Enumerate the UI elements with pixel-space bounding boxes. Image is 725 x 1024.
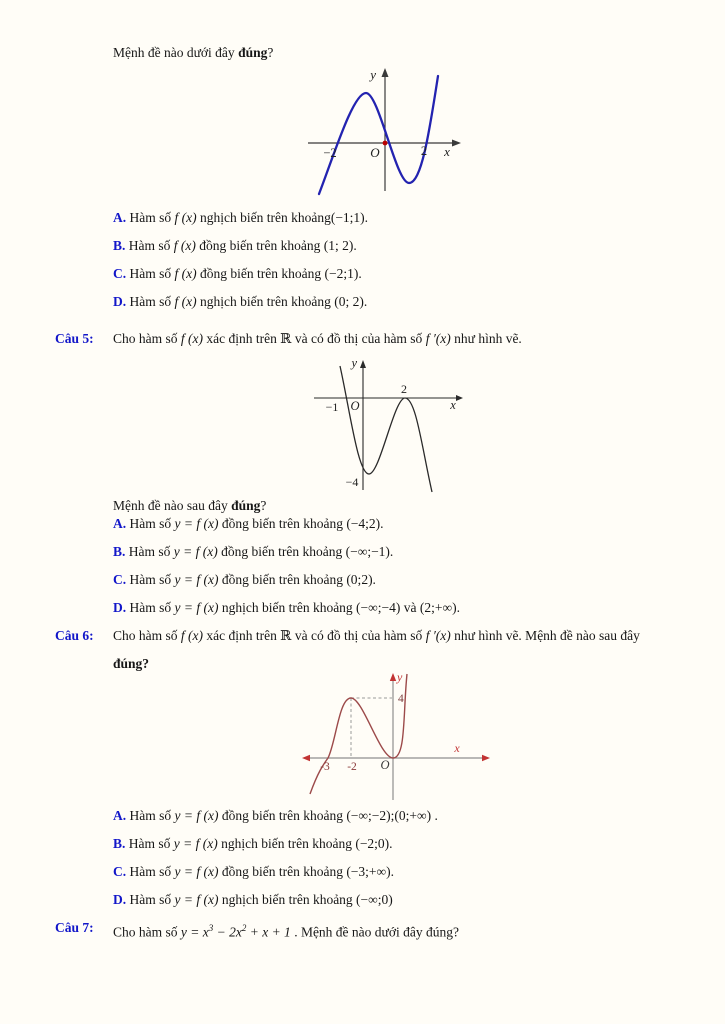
- cau6-option-a: [113, 807, 438, 825]
- tick-neg3: -3: [320, 761, 330, 773]
- q4-prompt-qmark: ?: [267, 45, 274, 60]
- intro-text: và có đồ thị của hàm số: [291, 331, 426, 346]
- cau6-intro-line2: đúng?: [113, 656, 150, 671]
- cau5-label: Câu 5:: [55, 331, 94, 346]
- option-text: Hàm số: [126, 600, 175, 615]
- option-text: đồng biến trên khoảng (1; 2).: [195, 238, 357, 253]
- option-letter: D.: [113, 294, 127, 309]
- option-letter: C.: [113, 864, 127, 879]
- option-letter: A.: [113, 210, 127, 225]
- formula-exponent: 3: [208, 923, 214, 933]
- intro-text: và có đồ thị của hàm số: [291, 628, 426, 643]
- option-text: nghịch biến trên khoảng (−∞;−4) và (2;+∞).: [218, 600, 460, 615]
- cau6-option-d: [113, 891, 393, 909]
- tick-neg2: −2: [323, 146, 337, 160]
- real-set-symbol: ℝ: [280, 331, 292, 346]
- intro-math: f (x): [180, 331, 203, 346]
- q4-function-graph: [296, 63, 476, 197]
- origin-label: O: [380, 758, 390, 772]
- intro-text: Cho hàm số: [113, 924, 181, 940]
- cau5-option-d: [113, 599, 460, 617]
- cau5-option-c: [113, 571, 376, 589]
- q4-prompt-bold: đúng: [238, 45, 268, 60]
- option-letter: A.: [113, 516, 127, 531]
- cau5-prompt: [113, 497, 266, 515]
- prompt-bold: đúng: [231, 498, 261, 513]
- q4-prompt: [113, 44, 273, 62]
- option-text: Hàm số: [125, 836, 174, 851]
- option-math: y = f (x): [174, 572, 219, 587]
- option-math: y = f (x): [173, 544, 218, 559]
- option-math: f (x): [174, 210, 197, 225]
- option-letter: C.: [113, 266, 127, 281]
- y-axis-label: y: [397, 670, 403, 684]
- option-text: Hàm số: [126, 210, 175, 225]
- origin-dot: [383, 141, 388, 146]
- option-text: đồng biến trên khoảng (−4;2).: [218, 516, 384, 531]
- intro-text: xác định trên: [203, 628, 281, 643]
- option-text: Hàm số: [126, 294, 175, 309]
- intro-math: f (x): [180, 628, 203, 643]
- intro-math: f ′(x): [425, 331, 451, 346]
- cau5-option-b: [113, 543, 393, 561]
- tick-2: 2: [420, 144, 428, 158]
- option-letter: D.: [113, 892, 127, 907]
- y-axis-arrow-icon: [382, 68, 389, 77]
- option-text: Hàm số: [125, 544, 174, 559]
- option-letter: B.: [113, 836, 126, 851]
- option-letter: D.: [113, 600, 127, 615]
- option-text: nghịch biến trên khoảng (−∞;0): [218, 892, 393, 907]
- q4-option-b: [113, 237, 357, 255]
- option-math: f (x): [173, 238, 196, 253]
- intro-math: f ′(x): [425, 628, 451, 643]
- option-text: Hàm số: [126, 892, 175, 907]
- q4-option-c: [113, 265, 362, 283]
- cau6-option-c: [113, 863, 394, 881]
- option-math: y = f (x): [174, 516, 219, 531]
- y-axis-label: y: [370, 67, 376, 82]
- x-axis-label: x: [454, 741, 460, 755]
- tick-neg2: -2: [347, 761, 357, 773]
- prompt-qmark: ?: [260, 498, 267, 513]
- q4-option-a: [113, 209, 368, 227]
- cau6-option-b: [113, 835, 393, 853]
- option-text: đồng biến trên khoảng (−3;+∞).: [218, 864, 395, 879]
- x-axis-arrow-icon: [452, 140, 461, 147]
- origin-label: O: [350, 399, 360, 413]
- origin-label: O: [370, 145, 380, 160]
- intro-text: Cho hàm số: [113, 331, 181, 346]
- q4-prompt-text: Mệnh đề nào dưới đây: [113, 45, 239, 60]
- option-math: f (x): [174, 266, 197, 281]
- cau5-option-a: [113, 515, 384, 533]
- intro-text: như hình vẽ.: [450, 331, 522, 346]
- formula-part: − 2x: [213, 924, 242, 940]
- x-axis-label: x: [444, 144, 450, 159]
- cau6-derivative-graph: [296, 668, 496, 806]
- option-math: f (x): [174, 294, 197, 309]
- option-text: nghịch biến trên khoảng (−2;0).: [217, 836, 393, 851]
- formula-part: y = x: [180, 924, 209, 940]
- option-math: y = f (x): [174, 808, 219, 823]
- cau5-derivative-graph: [306, 356, 471, 496]
- option-math: y = f (x): [173, 836, 218, 851]
- intro-text: Cho hàm số: [113, 628, 181, 643]
- option-letter: B.: [113, 544, 126, 559]
- y-axis-arrow-icon: [390, 673, 396, 681]
- cau7-text: [113, 919, 459, 940]
- option-letter: A.: [113, 808, 127, 823]
- option-text: Hàm số: [125, 238, 174, 253]
- cubic-curve: [319, 76, 438, 194]
- prompt-text: Mệnh đề nào sau đây: [113, 498, 232, 513]
- tick-2: 2: [401, 382, 407, 396]
- option-text: Hàm số: [126, 266, 175, 281]
- tick-neg1: −1: [325, 400, 339, 414]
- y-axis-label: y: [351, 356, 357, 370]
- formula-exponent: 2: [241, 923, 247, 933]
- q4-option-d: [113, 293, 367, 311]
- option-letter: C.: [113, 572, 127, 587]
- cau6-label: Câu 6:: [55, 628, 94, 643]
- x-axis-left-arrow-icon: [302, 755, 310, 761]
- derivative-curve: [340, 366, 432, 492]
- cau6-intro: [113, 627, 640, 645]
- x-axis-arrow-icon: [482, 755, 490, 761]
- option-text: đồng biến trên khoảng (−∞;−1).: [217, 544, 394, 559]
- intro-text: xác định trên: [203, 331, 281, 346]
- option-math: y = f (x): [174, 600, 219, 615]
- option-text: Hàm số: [126, 808, 175, 823]
- option-letter: B.: [113, 238, 126, 253]
- tick-4: 4: [398, 693, 404, 705]
- option-text: Hàm số: [126, 572, 175, 587]
- intro-text: như hình vẽ. Mệnh đề nào sau đây: [450, 628, 640, 643]
- option-text: nghịch biến trên khoảng (0; 2).: [196, 294, 368, 309]
- option-math: y = f (x): [174, 864, 219, 879]
- x-axis-arrow-icon: [456, 395, 463, 401]
- tick-neg4: −4: [345, 475, 359, 489]
- option-text: nghịch biến trên khoảng(−1;1).: [196, 210, 369, 225]
- cau5-intro: [113, 330, 522, 348]
- option-text: Hàm số: [126, 864, 175, 879]
- cau7-label: Câu 7:: [55, 920, 94, 935]
- y-axis-arrow-icon: [360, 360, 366, 368]
- option-text: Hàm số: [126, 516, 175, 531]
- intro-text: . Mệnh đề nào dưới đây đúng?: [290, 924, 459, 940]
- option-text: đồng biến trên khoảng (0;2).: [218, 572, 376, 587]
- real-set-symbol: ℝ: [280, 628, 292, 643]
- x-axis-label: x: [450, 398, 456, 412]
- option-math: y = f (x): [174, 892, 219, 907]
- formula-part: + x + 1: [246, 924, 291, 940]
- option-text: đồng biến trên khoảng (−∞;−2);(0;+∞) .: [218, 808, 438, 823]
- option-text: đồng biến trên khoảng (−2;1).: [196, 266, 362, 281]
